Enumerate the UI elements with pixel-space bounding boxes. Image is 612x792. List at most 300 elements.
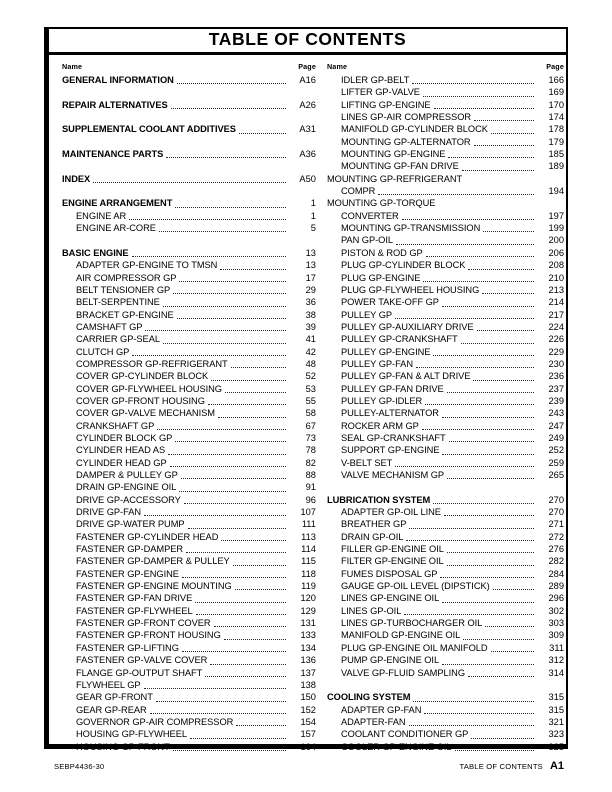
dot-leader	[477, 329, 534, 331]
toc-entry[interactable]	[62, 444, 318, 456]
toc-spacer	[327, 679, 566, 691]
dot-leader	[378, 193, 534, 195]
toc-entry-label: MAINTENANCE PARTS	[62, 149, 164, 160]
toc-entry-label: ADAPTER GP-FAN	[340, 704, 422, 715]
toc-entry-page: 296	[548, 593, 564, 604]
toc-entry[interactable]	[62, 358, 318, 370]
toc-entry-page: 39	[305, 321, 316, 332]
toc-entry-page: 282	[548, 556, 564, 567]
toc-entry[interactable]	[327, 642, 566, 654]
dot-leader	[442, 663, 534, 665]
dot-leader	[173, 749, 286, 751]
toc-entry-page: 41	[305, 334, 316, 345]
toc-entry-label: MOUNTING GP-TRANSMISSION	[340, 223, 481, 234]
toc-entry[interactable]	[62, 667, 318, 679]
dot-leader	[177, 82, 286, 84]
dot-leader	[491, 650, 534, 652]
toc-column-left	[49, 74, 318, 753]
toc-entry[interactable]	[62, 309, 318, 321]
toc-entry[interactable]	[62, 370, 318, 382]
toc-entry[interactable]	[327, 506, 566, 518]
toc-entry-page: 1	[310, 198, 316, 209]
toc-entry-label: COVER GP-VALVE MECHANISM	[76, 408, 215, 419]
toc-entry-label: COVER GP-FRONT HOUSING	[76, 395, 205, 406]
dot-leader	[144, 687, 286, 689]
toc-entry-label: MANIFOLD GP-ENGINE OIL	[340, 630, 461, 641]
column-header-name-right: Name	[326, 62, 348, 71]
toc-entry[interactable]	[327, 457, 566, 469]
toc-entry-page: 252	[548, 445, 564, 456]
toc-entry-label: ENGINE ARRANGEMENT	[62, 198, 173, 209]
toc-entry-page: 52	[305, 371, 316, 382]
toc-entry-label: DRIVE GP-WATER PUMP	[76, 519, 185, 530]
toc-entry-page: 82	[305, 457, 316, 468]
toc-entry[interactable]	[62, 222, 318, 234]
toc-entry[interactable]	[62, 741, 318, 753]
toc-section-entry[interactable]	[62, 123, 318, 135]
dot-leader	[179, 490, 286, 492]
toc-entry[interactable]	[62, 543, 318, 555]
toc-entry-page: 131	[300, 618, 316, 629]
column-header-page-right: Page	[546, 62, 564, 71]
toc-entry-page: 129	[300, 605, 316, 616]
toc-entry-page: 284	[548, 568, 564, 579]
toc-entry-page: 194	[548, 186, 564, 197]
toc-entry-label: BREATHER GP	[340, 519, 407, 530]
toc-entry-label: COOLANT CONDITIONER GP	[340, 729, 469, 740]
toc-entry-label: MOUNTING GP-FAN DRIVE	[340, 161, 459, 172]
toc-entry-page: 189	[548, 161, 564, 172]
toc-entry[interactable]	[62, 383, 318, 395]
toc-entry[interactable]	[327, 629, 566, 641]
toc-entry-page: 166	[548, 75, 564, 85]
toc-entry-label: BELT-SERPENTINE	[76, 297, 160, 308]
toc-entry-label: DRIVE GP-FAN	[76, 507, 142, 518]
toc-entry[interactable]	[62, 704, 318, 716]
toc-entry-page: 199	[548, 223, 564, 234]
footer-document-number: SEBP4436-30	[54, 762, 105, 771]
dot-leader	[163, 342, 286, 344]
toc-entry-label: CLUTCH GP	[76, 346, 130, 357]
toc-section-entry[interactable]	[62, 99, 318, 111]
dot-leader	[395, 317, 534, 319]
toc-entry-page: 315	[548, 704, 564, 715]
toc-entry-label: MOUNTING GP-ALTERNATOR	[340, 136, 471, 147]
toc-entry[interactable]	[327, 234, 566, 246]
toc-entry[interactable]	[327, 222, 566, 234]
footer-page-number: A1	[549, 760, 564, 772]
toc-entry[interactable]	[327, 469, 566, 481]
toc-entry[interactable]	[62, 531, 318, 543]
toc-entry[interactable]	[62, 691, 318, 703]
toc-entry-page: 58	[305, 408, 316, 419]
toc-entry[interactable]	[327, 704, 566, 716]
toc-entry-label: MANIFOLD GP-CYLINDER BLOCK	[340, 124, 488, 135]
toc-entry-label: GEAR GP-FRONT	[76, 692, 153, 703]
toc-entry[interactable]	[327, 592, 566, 604]
toc-entry[interactable]	[327, 185, 566, 197]
toc-entry-page: 164	[300, 741, 316, 752]
toc-entry-label: FASTENER GP-FRONT COVER	[76, 618, 211, 629]
toc-entry-label: LIFTER GP-VALVE	[340, 87, 420, 98]
toc-entry-page: 321	[548, 716, 564, 727]
toc-entry-page: 78	[305, 445, 316, 456]
toc-entry-label: BELT TENSIONER GP	[76, 284, 171, 295]
dot-leader	[129, 218, 286, 220]
toc-entry[interactable]	[327, 86, 566, 98]
toc-entry[interactable]	[327, 309, 566, 321]
column-header-left	[49, 62, 318, 71]
toc-entry-page: 114	[301, 544, 316, 555]
toc-entry-label: PLUG GP-FLYWHEEL HOUSING	[340, 284, 480, 295]
toc-entry-page: A16	[299, 75, 316, 85]
toc-entry-page: 243	[548, 408, 564, 419]
toc-section-entry[interactable]	[327, 691, 566, 703]
toc-entry-page: 200	[548, 235, 564, 246]
dot-leader	[463, 638, 534, 640]
toc-entry-label: AIR COMPRESSOR GP	[76, 272, 177, 283]
toc-entry[interactable]	[62, 321, 318, 333]
toc-entry[interactable]	[327, 210, 566, 222]
toc-entry[interactable]	[327, 272, 566, 284]
toc-entry[interactable]	[327, 728, 566, 740]
toc-entry-page: A36	[299, 149, 316, 160]
toc-entry[interactable]	[62, 642, 318, 654]
dot-leader	[235, 588, 286, 590]
dot-leader	[184, 502, 286, 504]
page-title: TABLE OF CONTENTS	[208, 28, 407, 49]
toc-entry-label: PLUG GP-ENGINE	[340, 272, 421, 283]
dot-leader	[177, 317, 286, 319]
toc-entry[interactable]	[327, 543, 566, 555]
toc-entry[interactable]	[62, 457, 318, 469]
dot-leader	[424, 712, 534, 714]
toc-section-entry[interactable]	[62, 247, 318, 259]
toc-entry-label: HOUSING GP-FLYWHEEL	[76, 729, 187, 740]
toc-entry-label: FILTER GP-ENGINE OIL	[340, 556, 444, 567]
toc-entry-page: 311	[549, 642, 564, 653]
dot-leader	[220, 268, 286, 270]
dot-leader	[173, 292, 286, 294]
toc-entry[interactable]	[62, 728, 318, 740]
toc-entry[interactable]	[62, 580, 318, 592]
dot-leader	[231, 366, 286, 368]
dot-leader	[157, 428, 286, 430]
toc-entry[interactable]	[327, 333, 566, 345]
toc-entry-label: DAMPER & PULLEY GP	[76, 470, 178, 480]
toc-entry[interactable]	[327, 123, 566, 135]
toc-entry-label: DRIVE GP-ACCESSORY	[76, 494, 181, 505]
toc-entry[interactable]	[327, 247, 566, 259]
toc-entry-label: COVER GP-CYLINDER BLOCK	[76, 371, 209, 382]
dot-leader	[442, 453, 534, 455]
toc-entry-page: 134	[300, 642, 316, 653]
dot-leader	[448, 156, 534, 158]
toc-entry-page: 270	[548, 507, 564, 518]
toc-entry-label: MOUNTING GP-TORQUE	[326, 198, 436, 209]
dot-leader	[433, 502, 534, 504]
toc-entry[interactable]	[327, 444, 566, 456]
toc-entry[interactable]	[62, 432, 318, 444]
toc-entry-label: SEAL GP-CRANKSHAFT	[340, 432, 446, 443]
toc-entry-label: PULLEY GP-CRANKSHAFT	[340, 334, 458, 345]
dot-leader	[440, 576, 534, 578]
dot-leader	[396, 243, 534, 245]
toc-entry[interactable]	[62, 617, 318, 629]
toc-entry-page: 210	[548, 272, 564, 283]
toc-entry-page: 5	[310, 223, 316, 234]
toc-entry[interactable]	[327, 74, 566, 86]
toc-entry-page: 323	[548, 729, 564, 740]
toc-entry[interactable]	[327, 395, 566, 407]
toc-entry-page: 312	[548, 655, 564, 666]
toc-section-entry[interactable]	[327, 494, 566, 506]
toc-entry-page: 118	[301, 568, 316, 579]
title-bar	[49, 29, 566, 55]
toc-entry-label: PUMP GP-ENGINE OIL	[340, 655, 440, 666]
toc-entry[interactable]	[62, 333, 318, 345]
toc-entry[interactable]	[62, 395, 318, 407]
toc-entry-page: 107	[300, 507, 316, 518]
toc-entry[interactable]	[327, 197, 566, 209]
dot-leader	[455, 749, 534, 751]
toc-entry-page: 178	[548, 124, 564, 135]
toc-entry[interactable]	[327, 346, 566, 358]
content-frame	[44, 27, 568, 752]
toc-entry-page: 179	[548, 136, 564, 147]
dot-leader	[163, 305, 286, 307]
toc-entry-page: 174	[548, 112, 564, 123]
toc-entry-page: 91	[305, 482, 316, 493]
toc-entry-label: LINES GP-OIL	[340, 605, 402, 616]
dot-leader	[493, 588, 534, 590]
dot-leader	[447, 477, 534, 479]
toc-entry-page: 42	[305, 346, 316, 357]
toc-entry-label: ADAPTER-FAN	[340, 716, 406, 727]
toc-entry-label: VALVE GP-FLUID SAMPLING	[340, 667, 466, 678]
dot-leader	[423, 280, 534, 282]
toc-entry-page: A26	[299, 99, 316, 110]
toc-entry-label: FASTENER GP-ENGINE	[76, 568, 179, 579]
toc-entry[interactable]	[62, 481, 318, 493]
toc-entry[interactable]	[62, 605, 318, 617]
toc-entry[interactable]	[327, 568, 566, 580]
dot-leader	[422, 428, 534, 430]
toc-entry[interactable]	[327, 160, 566, 172]
toc-entry-page: 309	[548, 630, 564, 641]
toc-entry-page: 265	[548, 470, 564, 480]
dot-leader	[442, 305, 534, 307]
toc-entry[interactable]	[327, 667, 566, 679]
toc-entry-label: PLUG GP-CYLINDER BLOCK	[340, 260, 466, 271]
toc-entry[interactable]	[62, 346, 318, 358]
toc-entry-label: PAN GP-OIL	[340, 235, 393, 246]
toc-entry-label: CRANKSHAFT GP	[76, 420, 155, 431]
toc-entry-label: ENGINE AR-CORE	[76, 223, 156, 234]
dot-leader	[225, 391, 286, 393]
toc-entry[interactable]	[62, 494, 318, 506]
toc-entry-label: LUBRICATION SYSTEM	[326, 494, 431, 505]
toc-entry[interactable]	[327, 741, 566, 753]
toc-entry[interactable]	[62, 679, 318, 691]
toc-section-entry[interactable]	[62, 148, 318, 160]
toc-spacer	[62, 234, 318, 246]
toc-entry-label: PISTON & ROD GP	[340, 247, 423, 258]
toc-entry[interactable]	[327, 407, 566, 419]
toc-entry-label: FASTENER GP-ENGINE MOUNTING	[76, 581, 232, 592]
dot-leader	[195, 601, 286, 603]
dot-leader	[482, 292, 534, 294]
toc-entry[interactable]	[62, 654, 318, 666]
toc-entry[interactable]	[327, 136, 566, 148]
dot-leader	[186, 551, 286, 553]
toc-entry[interactable]	[327, 296, 566, 308]
toc-entry-label: COMPRESSOR GP-REFRIGERANT	[76, 358, 228, 369]
toc-entry[interactable]	[327, 284, 566, 296]
toc-entry-label: ENGINE AR	[76, 210, 127, 221]
toc-entry[interactable]	[62, 210, 318, 222]
toc-entry[interactable]	[327, 99, 566, 111]
toc-entry-label: HOUSING GP-FRONT	[76, 741, 170, 752]
toc-entry-page: 96	[305, 494, 316, 505]
toc-entry[interactable]	[62, 518, 318, 530]
toc-entry[interactable]	[327, 605, 566, 617]
toc-section-entry[interactable]	[62, 173, 318, 185]
toc-entry-label: LIFTING GP-ENGINE	[340, 99, 431, 110]
toc-entry-label: FASTENER GP-DAMPER & PULLEY	[76, 556, 230, 567]
toc-entry[interactable]	[327, 432, 566, 444]
column-header-name-left: Name	[62, 62, 83, 71]
toc-entry-label: DRAIN GP-ENGINE OIL	[76, 482, 177, 493]
toc-entry-label: GENERAL INFORMATION	[62, 75, 174, 85]
toc-entry[interactable]	[62, 716, 318, 728]
dot-leader	[182, 576, 286, 578]
toc-entry-label: FASTENER GP-FAN DRIVE	[76, 593, 193, 604]
toc-entry[interactable]	[327, 358, 566, 370]
toc-entry-page: 1	[310, 210, 316, 221]
toc-entry-label: BASIC ENGINE	[62, 247, 129, 258]
dot-leader	[236, 724, 286, 726]
toc-entry[interactable]	[327, 111, 566, 123]
toc-entry-page: A31	[299, 124, 316, 135]
toc-entry-page: 113	[301, 531, 316, 542]
toc-entry-label: FASTENER GP-FRONT HOUSING	[76, 630, 221, 641]
toc-entry-page: 150	[300, 692, 316, 703]
toc-entry-label: LINES GP-ENGINE OIL	[340, 593, 440, 604]
toc-column-right	[318, 74, 566, 753]
toc-entry-page: 169	[548, 87, 564, 98]
dot-leader	[224, 638, 286, 640]
toc-entry[interactable]	[327, 370, 566, 382]
dot-leader	[444, 514, 534, 516]
toc-entry-label: CONVERTER	[340, 210, 399, 221]
toc-entry[interactable]	[327, 148, 566, 160]
toc-entry[interactable]	[327, 321, 566, 333]
toc-entry[interactable]	[62, 555, 318, 567]
toc-entry[interactable]	[327, 383, 566, 395]
dot-leader	[447, 564, 534, 566]
toc-entry-label: INDEX	[62, 173, 91, 184]
toc-entry[interactable]	[62, 407, 318, 419]
toc-entry[interactable]	[62, 506, 318, 518]
toc-entry[interactable]	[327, 173, 566, 185]
toc-entry-label: PULLEY GP-FAN	[340, 358, 414, 369]
toc-section-entry[interactable]	[62, 74, 318, 86]
toc-entry[interactable]	[62, 629, 318, 641]
dot-leader	[402, 218, 534, 220]
toc-entry-page: 325	[548, 741, 564, 752]
toc-entry-label: SUPPORT GP-ENGINE	[340, 445, 440, 456]
toc-spacer	[62, 160, 318, 172]
toc-entry-label: FUMES DISPOSAL GP	[340, 568, 438, 579]
dot-leader	[426, 255, 534, 257]
toc-entry[interactable]	[62, 592, 318, 604]
toc-entry-page: 259	[548, 457, 564, 468]
toc-entry[interactable]	[327, 420, 566, 432]
toc-entry-label: VALVE MECHANISM GP	[340, 470, 445, 480]
toc-entry[interactable]	[327, 555, 566, 567]
toc-entry[interactable]	[62, 420, 318, 432]
toc-entry[interactable]	[62, 568, 318, 580]
toc-spacer	[327, 481, 566, 493]
toc-entry-page: 119	[301, 581, 316, 592]
dot-leader	[210, 663, 286, 665]
dot-leader	[208, 403, 286, 405]
toc-entry[interactable]	[327, 716, 566, 728]
toc-entry-label: REPAIR ALTERNATIVES	[62, 99, 168, 110]
toc-entry-label: PULLEY GP-ENGINE	[340, 346, 431, 357]
toc-spacer	[62, 86, 318, 98]
toc-entry-page: 55	[305, 395, 316, 406]
toc-entry-page: 73	[305, 432, 316, 443]
toc-entry-label: COMPR	[340, 186, 376, 197]
toc-entry-page: 185	[548, 149, 564, 160]
toc-entry[interactable]	[327, 518, 566, 530]
toc-entry-page: 206	[548, 247, 564, 258]
dot-leader	[239, 132, 286, 134]
toc-entry[interactable]	[327, 617, 566, 629]
toc-entry[interactable]	[62, 296, 318, 308]
toc-entry-page: 239	[548, 395, 564, 406]
dot-leader	[190, 737, 286, 739]
dot-leader	[218, 416, 286, 418]
toc-section-entry[interactable]	[62, 197, 318, 209]
toc-entry-page: 271	[548, 519, 564, 530]
toc-entry[interactable]	[62, 272, 318, 284]
toc-entry-label: V-BELT SET	[340, 457, 393, 468]
toc-entry-label: COOLER GP-ENGINE OIL	[340, 741, 452, 752]
toc-entry-page: 217	[548, 309, 564, 320]
toc-entry[interactable]	[62, 469, 318, 481]
toc-entry-page: 67	[305, 420, 316, 431]
toc-entry[interactable]	[62, 259, 318, 271]
dot-leader	[447, 551, 534, 553]
toc-entry-page: 115	[301, 556, 316, 567]
toc-entry-label: BRACKET GP-ENGINE	[76, 309, 174, 320]
dot-leader	[409, 527, 534, 529]
toc-entry-page: 236	[548, 371, 564, 382]
toc-entry-page: 249	[548, 432, 564, 443]
toc-entry-label: LINES GP-AIR COMPRESSOR	[340, 112, 472, 123]
toc-entry[interactable]	[327, 531, 566, 543]
dot-leader	[462, 169, 534, 171]
dot-leader	[409, 724, 534, 726]
toc-entry[interactable]	[327, 654, 566, 666]
toc-entry[interactable]	[327, 580, 566, 592]
toc-entry[interactable]	[62, 284, 318, 296]
toc-entry[interactable]	[327, 259, 566, 271]
footer-right-group	[460, 760, 565, 772]
